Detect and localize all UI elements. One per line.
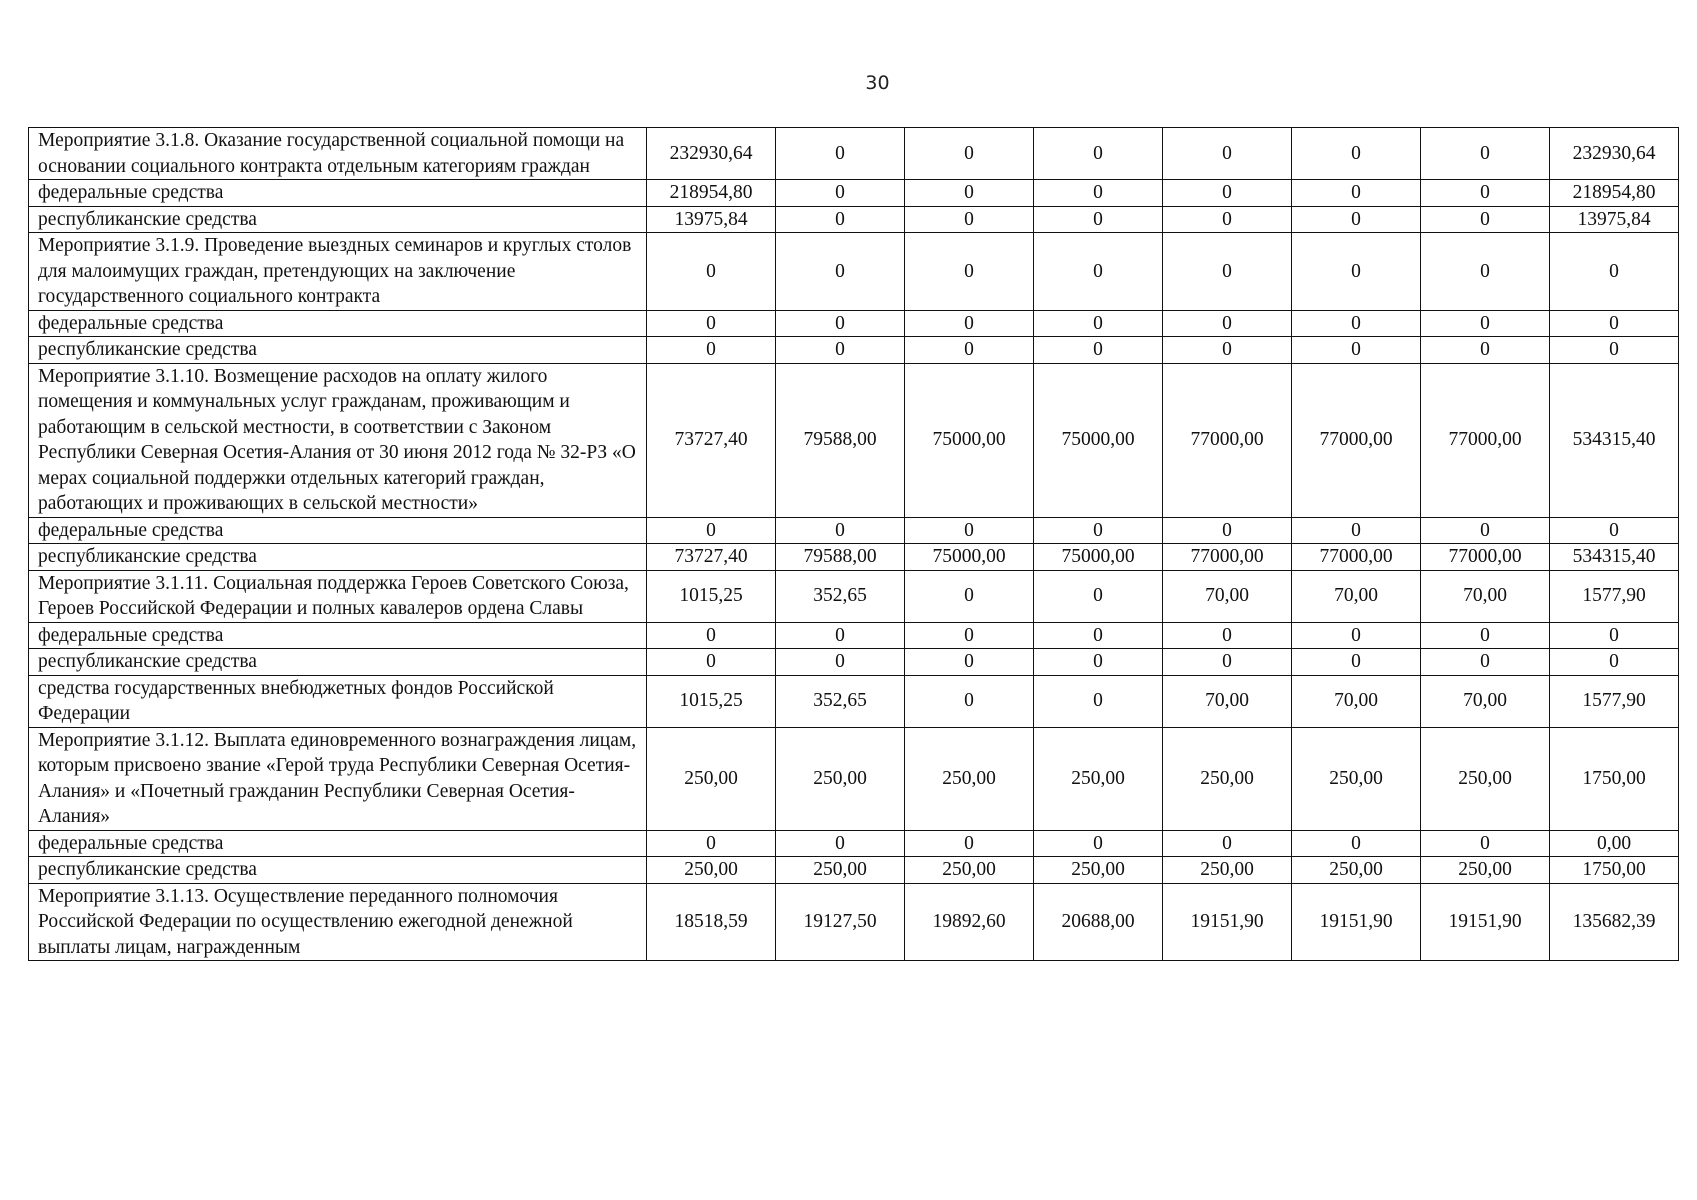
cell-value: 0 (1034, 337, 1163, 364)
table-row (29, 883, 1679, 961)
cell-total: 1577,90 (1550, 675, 1679, 727)
cell-value: 1015,25 (647, 675, 776, 727)
cell-value: 70,00 (1292, 570, 1421, 622)
table-row (29, 233, 1679, 311)
cell-total: 232930,64 (1550, 128, 1679, 180)
cell-total: 534315,40 (1550, 544, 1679, 571)
cell-value: 250,00 (647, 727, 776, 830)
cell-value: 0 (1421, 622, 1550, 649)
cell-value: 0 (776, 649, 905, 676)
cell-total: 0 (1550, 649, 1679, 676)
table-row (29, 206, 1679, 233)
cell-total: 0 (1550, 233, 1679, 311)
table-row (29, 649, 1679, 676)
cell-value: 0 (1163, 128, 1292, 180)
cell-value: 18518,59 (647, 883, 776, 961)
cell-value: 70,00 (1163, 570, 1292, 622)
table-row (29, 363, 1679, 517)
cell-value: 0 (1292, 517, 1421, 544)
cell-value: 0 (647, 830, 776, 857)
cell-value: 79588,00 (776, 363, 905, 517)
cell-value: 0 (1034, 128, 1163, 180)
cell-value: 0 (647, 517, 776, 544)
cell-value: 77000,00 (1421, 363, 1550, 517)
cell-value: 0 (1163, 517, 1292, 544)
cell-value: 352,65 (776, 570, 905, 622)
row-label: федеральные средства (29, 180, 647, 207)
cell-value: 0 (1421, 128, 1550, 180)
cell-value: 218954,80 (647, 180, 776, 207)
cell-value: 0 (905, 622, 1034, 649)
cell-value: 0 (776, 128, 905, 180)
cell-value: 0 (1034, 206, 1163, 233)
cell-value: 0 (1421, 337, 1550, 364)
cell-value: 0 (1292, 649, 1421, 676)
cell-value: 250,00 (647, 857, 776, 884)
cell-value: 0 (1034, 649, 1163, 676)
cell-value: 0 (1163, 622, 1292, 649)
cell-total: 135682,39 (1550, 883, 1679, 961)
cell-value: 0 (1163, 830, 1292, 857)
cell-value: 19151,90 (1421, 883, 1550, 961)
cell-value: 250,00 (1292, 727, 1421, 830)
cell-value: 0 (1421, 206, 1550, 233)
cell-total: 0,00 (1550, 830, 1679, 857)
cell-total: 0 (1550, 337, 1679, 364)
row-label: федеральные средства (29, 830, 647, 857)
row-label: Мероприятие 3.1.8. Оказание государственной социальной помощи на основании социального контракта отдельным категориям граждан (29, 128, 647, 180)
cell-value: 0 (1421, 830, 1550, 857)
cell-value: 0 (1163, 233, 1292, 311)
cell-value: 0 (647, 622, 776, 649)
cell-value: 250,00 (1421, 857, 1550, 884)
cell-value: 79588,00 (776, 544, 905, 571)
table-row (29, 857, 1679, 884)
cell-total: 0 (1550, 517, 1679, 544)
row-label: Мероприятие 3.1.11. Социальная поддержка Героев Советского Союза, Героев Российской Федерации и полных кавалеров ордена Славы (29, 570, 647, 622)
row-label: Мероприятие 3.1.10. Возмещение расходов на оплату жилого помещения и коммунальных услуг гражданам, проживающим и работающим в сельской местности, в соответствии с Законом Республики Северная Осетия-Алания от 30 июня 2012 года № 32-РЗ «О мерах социальной поддержки отдельных категорий граждан, работающих и проживающих в сельской местности» (29, 363, 647, 517)
cell-value: 73727,40 (647, 544, 776, 571)
cell-value: 75000,00 (905, 544, 1034, 571)
cell-value: 75000,00 (905, 363, 1034, 517)
cell-value: 0 (1292, 337, 1421, 364)
table-row (29, 337, 1679, 364)
cell-total: 1750,00 (1550, 857, 1679, 884)
table-row (29, 830, 1679, 857)
cell-value: 0 (905, 233, 1034, 311)
cell-value: 0 (1421, 517, 1550, 544)
cell-value: 77000,00 (1292, 363, 1421, 517)
cell-value: 0 (1292, 622, 1421, 649)
cell-value: 0 (1163, 337, 1292, 364)
row-label: Мероприятие 3.1.13. Осуществление переданного полномочия Российской Федерации по осуществлению ежегодной денежной выплаты лицам, награжденным (29, 883, 647, 961)
cell-value: 13975,84 (647, 206, 776, 233)
cell-total: 0 (1550, 622, 1679, 649)
cell-value: 1015,25 (647, 570, 776, 622)
cell-value: 0 (905, 570, 1034, 622)
cell-value: 250,00 (1421, 727, 1550, 830)
row-label: республиканские средства (29, 857, 647, 884)
row-label: Мероприятие 3.1.9. Проведение выездных семинаров и круглых столов для малоимущих граждан, претендующих на заключение государственного социального контракта (29, 233, 647, 311)
cell-value: 19892,60 (905, 883, 1034, 961)
cell-value: 0 (647, 649, 776, 676)
table-row (29, 544, 1679, 571)
cell-value: 0 (776, 622, 905, 649)
cell-value: 0 (776, 206, 905, 233)
cell-value: 0 (1292, 233, 1421, 311)
cell-value: 77000,00 (1163, 544, 1292, 571)
table-row (29, 727, 1679, 830)
cell-value: 70,00 (1292, 675, 1421, 727)
cell-value: 0 (1163, 649, 1292, 676)
cell-value: 0 (1292, 128, 1421, 180)
cell-value: 0 (1421, 180, 1550, 207)
cell-value: 77000,00 (1421, 544, 1550, 571)
cell-value: 250,00 (776, 727, 905, 830)
cell-value: 250,00 (1034, 857, 1163, 884)
cell-value: 0 (905, 206, 1034, 233)
cell-value: 250,00 (1163, 857, 1292, 884)
cell-value: 0 (1292, 310, 1421, 337)
cell-total: 1577,90 (1550, 570, 1679, 622)
cell-value: 73727,40 (647, 363, 776, 517)
cell-value: 0 (1163, 310, 1292, 337)
cell-value: 0 (905, 830, 1034, 857)
row-label: республиканские средства (29, 544, 647, 571)
cell-value: 0 (905, 649, 1034, 676)
cell-value: 19127,50 (776, 883, 905, 961)
cell-value: 0 (647, 337, 776, 364)
cell-value: 0 (1292, 830, 1421, 857)
cell-value: 0 (905, 337, 1034, 364)
row-label: республиканские средства (29, 337, 647, 364)
cell-value: 0 (776, 337, 905, 364)
cell-value: 0 (1034, 233, 1163, 311)
table-row (29, 517, 1679, 544)
cell-value: 19151,90 (1163, 883, 1292, 961)
cell-value: 0 (1034, 517, 1163, 544)
table-row (29, 622, 1679, 649)
table-row (29, 675, 1679, 727)
cell-total: 1750,00 (1550, 727, 1679, 830)
cell-value: 0 (776, 830, 905, 857)
cell-value: 0 (1163, 180, 1292, 207)
row-label: республиканские средства (29, 649, 647, 676)
cell-value: 232930,64 (647, 128, 776, 180)
cell-value: 0 (776, 310, 905, 337)
cell-value: 0 (1292, 180, 1421, 207)
cell-value: 0 (1163, 206, 1292, 233)
cell-value: 0 (1292, 206, 1421, 233)
cell-value: 0 (1034, 310, 1163, 337)
cell-value: 70,00 (1163, 675, 1292, 727)
cell-value: 352,65 (776, 675, 905, 727)
cell-value: 0 (1034, 830, 1163, 857)
cell-value: 0 (776, 517, 905, 544)
cell-value: 0 (1421, 310, 1550, 337)
table-body (29, 128, 1679, 961)
cell-value: 250,00 (905, 857, 1034, 884)
cell-value: 0 (776, 180, 905, 207)
cell-value: 0 (905, 310, 1034, 337)
cell-value: 0 (905, 180, 1034, 207)
cell-value: 0 (1034, 622, 1163, 649)
cell-value: 20688,00 (1034, 883, 1163, 961)
cell-value: 0 (647, 310, 776, 337)
row-label: средства государственных внебюджетных фондов Российской Федерации (29, 675, 647, 727)
cell-value: 250,00 (776, 857, 905, 884)
cell-value: 0 (905, 675, 1034, 727)
row-label: Мероприятие 3.1.12. Выплата единовременного вознаграждения лицам, которым присвоено звание «Герой труда Республики Северная Осетия-Алания» и «Почетный гражданин Республики Северная Осетия-Алания» (29, 727, 647, 830)
cell-value: 0 (905, 517, 1034, 544)
cell-value: 0 (1034, 570, 1163, 622)
cell-value: 250,00 (1034, 727, 1163, 830)
cell-total: 534315,40 (1550, 363, 1679, 517)
cell-value: 77000,00 (1292, 544, 1421, 571)
table-row (29, 128, 1679, 180)
row-label: республиканские средства (29, 206, 647, 233)
cell-value: 250,00 (905, 727, 1034, 830)
cell-value: 77000,00 (1163, 363, 1292, 517)
table-row (29, 310, 1679, 337)
cell-total: 0 (1550, 310, 1679, 337)
cell-value: 0 (905, 128, 1034, 180)
table-row (29, 570, 1679, 622)
cell-total: 218954,80 (1550, 180, 1679, 207)
cell-value: 19151,90 (1292, 883, 1421, 961)
cell-value: 0 (1034, 180, 1163, 207)
cell-total: 13975,84 (1550, 206, 1679, 233)
page-number: 30 (865, 72, 890, 94)
row-label: федеральные средства (29, 310, 647, 337)
cell-value: 70,00 (1421, 570, 1550, 622)
cell-value: 0 (1034, 675, 1163, 727)
cell-value: 0 (1421, 649, 1550, 676)
cell-value: 0 (776, 233, 905, 311)
row-label: федеральные средства (29, 517, 647, 544)
budget-table (28, 127, 1679, 961)
table-row (29, 180, 1679, 207)
cell-value: 75000,00 (1034, 363, 1163, 517)
cell-value: 250,00 (1163, 727, 1292, 830)
cell-value: 0 (647, 233, 776, 311)
cell-value: 0 (1421, 233, 1550, 311)
cell-value: 250,00 (1292, 857, 1421, 884)
cell-value: 70,00 (1421, 675, 1550, 727)
cell-value: 75000,00 (1034, 544, 1163, 571)
row-label: федеральные средства (29, 622, 647, 649)
